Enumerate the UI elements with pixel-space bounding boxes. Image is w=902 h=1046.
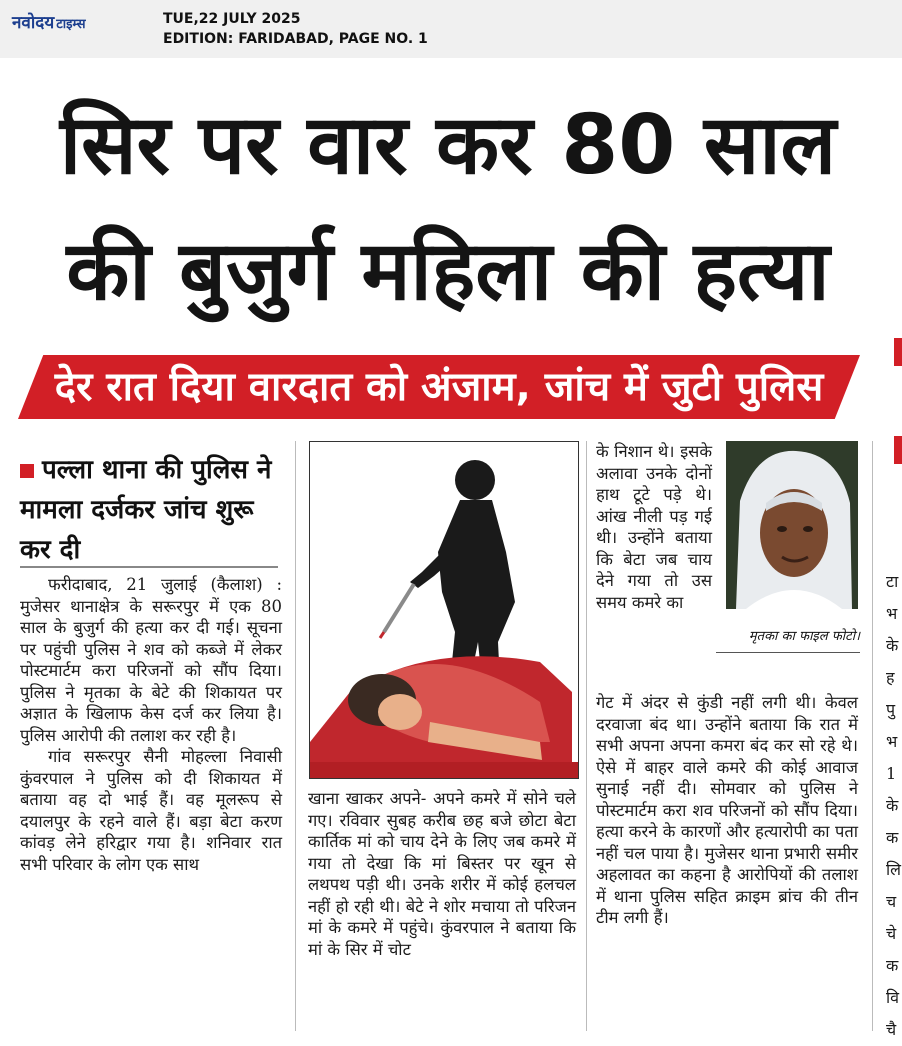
edition-date: TUE,22 JULY 2025 (163, 11, 301, 27)
edge-fragment: भ (886, 732, 898, 751)
column-divider (295, 441, 296, 1031)
headline-line-2: की बुजुर्ग महिला की हत्या (66, 224, 830, 319)
edge-fragment: चै (886, 1020, 897, 1039)
portrait-graphic (726, 441, 858, 609)
edge-fragment: क (886, 828, 899, 847)
column-1-paragraph-2: गांव सरूरपुर सैनी मोहल्ला निवासी कुंवरपाल ने पुलिस को दी शिकायत में बताया वह दो भाई हैं। वह मूलरूप से दयालपुर के रहने वाले हैं। बड़ा बेटा करण कांवड़ लेने हरिद्वार गया है। शनिवार रात सभी परिवार के लोग एक साथ (20, 747, 282, 874)
edge-fragment: टा (886, 572, 899, 591)
edge-fragment: के (886, 796, 899, 815)
edge-fragment: के (886, 636, 899, 655)
edge-fragment: वि (886, 988, 900, 1007)
victim-file-photo (726, 441, 858, 609)
crime-illustration (309, 441, 579, 779)
illustration-graphic (310, 442, 578, 778)
subhead-divider (20, 566, 278, 568)
column-divider (586, 441, 587, 1031)
article-column-3-top (596, 441, 712, 691)
article-column-2 (308, 788, 576, 1024)
logo-sub: टाइम्स (56, 17, 86, 32)
column-3-bottom-text: गेट में अंदर से कुंडी नहीं लगी थी। केवल दरवाजा बंद था। उन्होंने बताया कि रात में सभी अपना अपना कमरा बंद कर सो रहे थे। ऐसे में बाहर वाले कमरे की कोई आवाज सुनाई नहीं दी। सोमवार को पुलिस ने पोस्टमार्टम करा शव परिजनों को सौंप दिया। हत्या करने के कारणों और हत्यारोपी का पता नहीं चल पाया है। मुजेसर थाना प्रभारी समीर अहलावत का कहना है आरोपियों की तलाश में थाना पुलिस सहित क्राइम ब्रांच की तीन टीम लगी हैं। (596, 693, 858, 927)
subhead-text: पल्ला थाना की पुलिस ने मामला दर्जकर जांच शुरू कर दी (20, 455, 272, 565)
caption-underline (716, 652, 860, 653)
photo-caption: मृतका का फाइल फोटो। (748, 629, 860, 644)
headline-line-1: सिर पर वार कर 80 साल (59, 98, 837, 193)
edge-fragment: ह (886, 668, 895, 687)
story-subhead (20, 450, 280, 570)
article-column-1 (20, 574, 282, 1024)
edition-page: EDITION: FARIDABAD, PAGE NO. 1 (163, 31, 428, 47)
article-column-3-bottom (596, 692, 858, 1032)
adjacent-article-fragment (886, 568, 902, 1039)
masthead-bar (0, 0, 902, 58)
edge-fragment: भ (886, 604, 898, 623)
edge-fragment: पु (886, 700, 896, 719)
column-2-text: खाना खाकर अपने- अपने कमरे में सोने चले गए। रविवार सुबह करीब छह बजे छोटा बेटा कार्तिक मां को चाय देने के लिए जब कमरे में गया तो देखा कि मां बिस्तर पर खून से लथपथ पड़ी थी। उनके शरीर में कोई हलचल नहीं हो रही थी। बेटे ने शोर मचाया तो परिजन मां के कमरे में पहुंचे। कुंवरपाल ने बताया कि मां के सिर में चोट (308, 789, 576, 959)
column-divider (872, 441, 873, 1031)
edge-fragment: लि (886, 860, 901, 879)
edge-red-marker (894, 338, 902, 366)
edge-fragment: 1 (886, 764, 897, 783)
logo-main: नवोदय (12, 13, 55, 33)
column-3-top-text: के निशान थे। इसके अलावा उनके दोनों हाथ टूटे पड़े थे। आंख नीली पड़ गई थी। उन्होंने बताया कि बेटा जब चाय देने गया तो उस समय कमरे का (596, 442, 712, 612)
edge-fragment: चे (886, 924, 897, 943)
bullet-square-icon (20, 464, 34, 478)
edition-info (163, 9, 428, 49)
column-1-paragraph-1: फरीदाबाद, 21 जुलाई (कैलाश) : मुजेसर थानाक्षेत्र के सरूरपुर में एक 80 साल के बुजुर्ग की हत्या कर दी गई। सूचना पर पहुंची पुलिस ने शव को कब्जे में लेकर पोस्टमार्टम करा परिजनों को सौंप दिया। पुलिस ने मृतका के बेटे की शिकायत पर अज्ञात के खिलाफ केस दर्ज कर लिया है। पुलिस आरोपी की तलाश कर रही है। (20, 575, 282, 745)
edge-red-marker (894, 436, 902, 464)
newspaper-logo (12, 10, 86, 33)
edge-fragment: च (886, 892, 897, 911)
banner-subheadline: देर रात दिया वारदात को अंजाम, जांच में जुटी पुलिस (54, 364, 824, 410)
edge-fragment: क (886, 956, 899, 975)
